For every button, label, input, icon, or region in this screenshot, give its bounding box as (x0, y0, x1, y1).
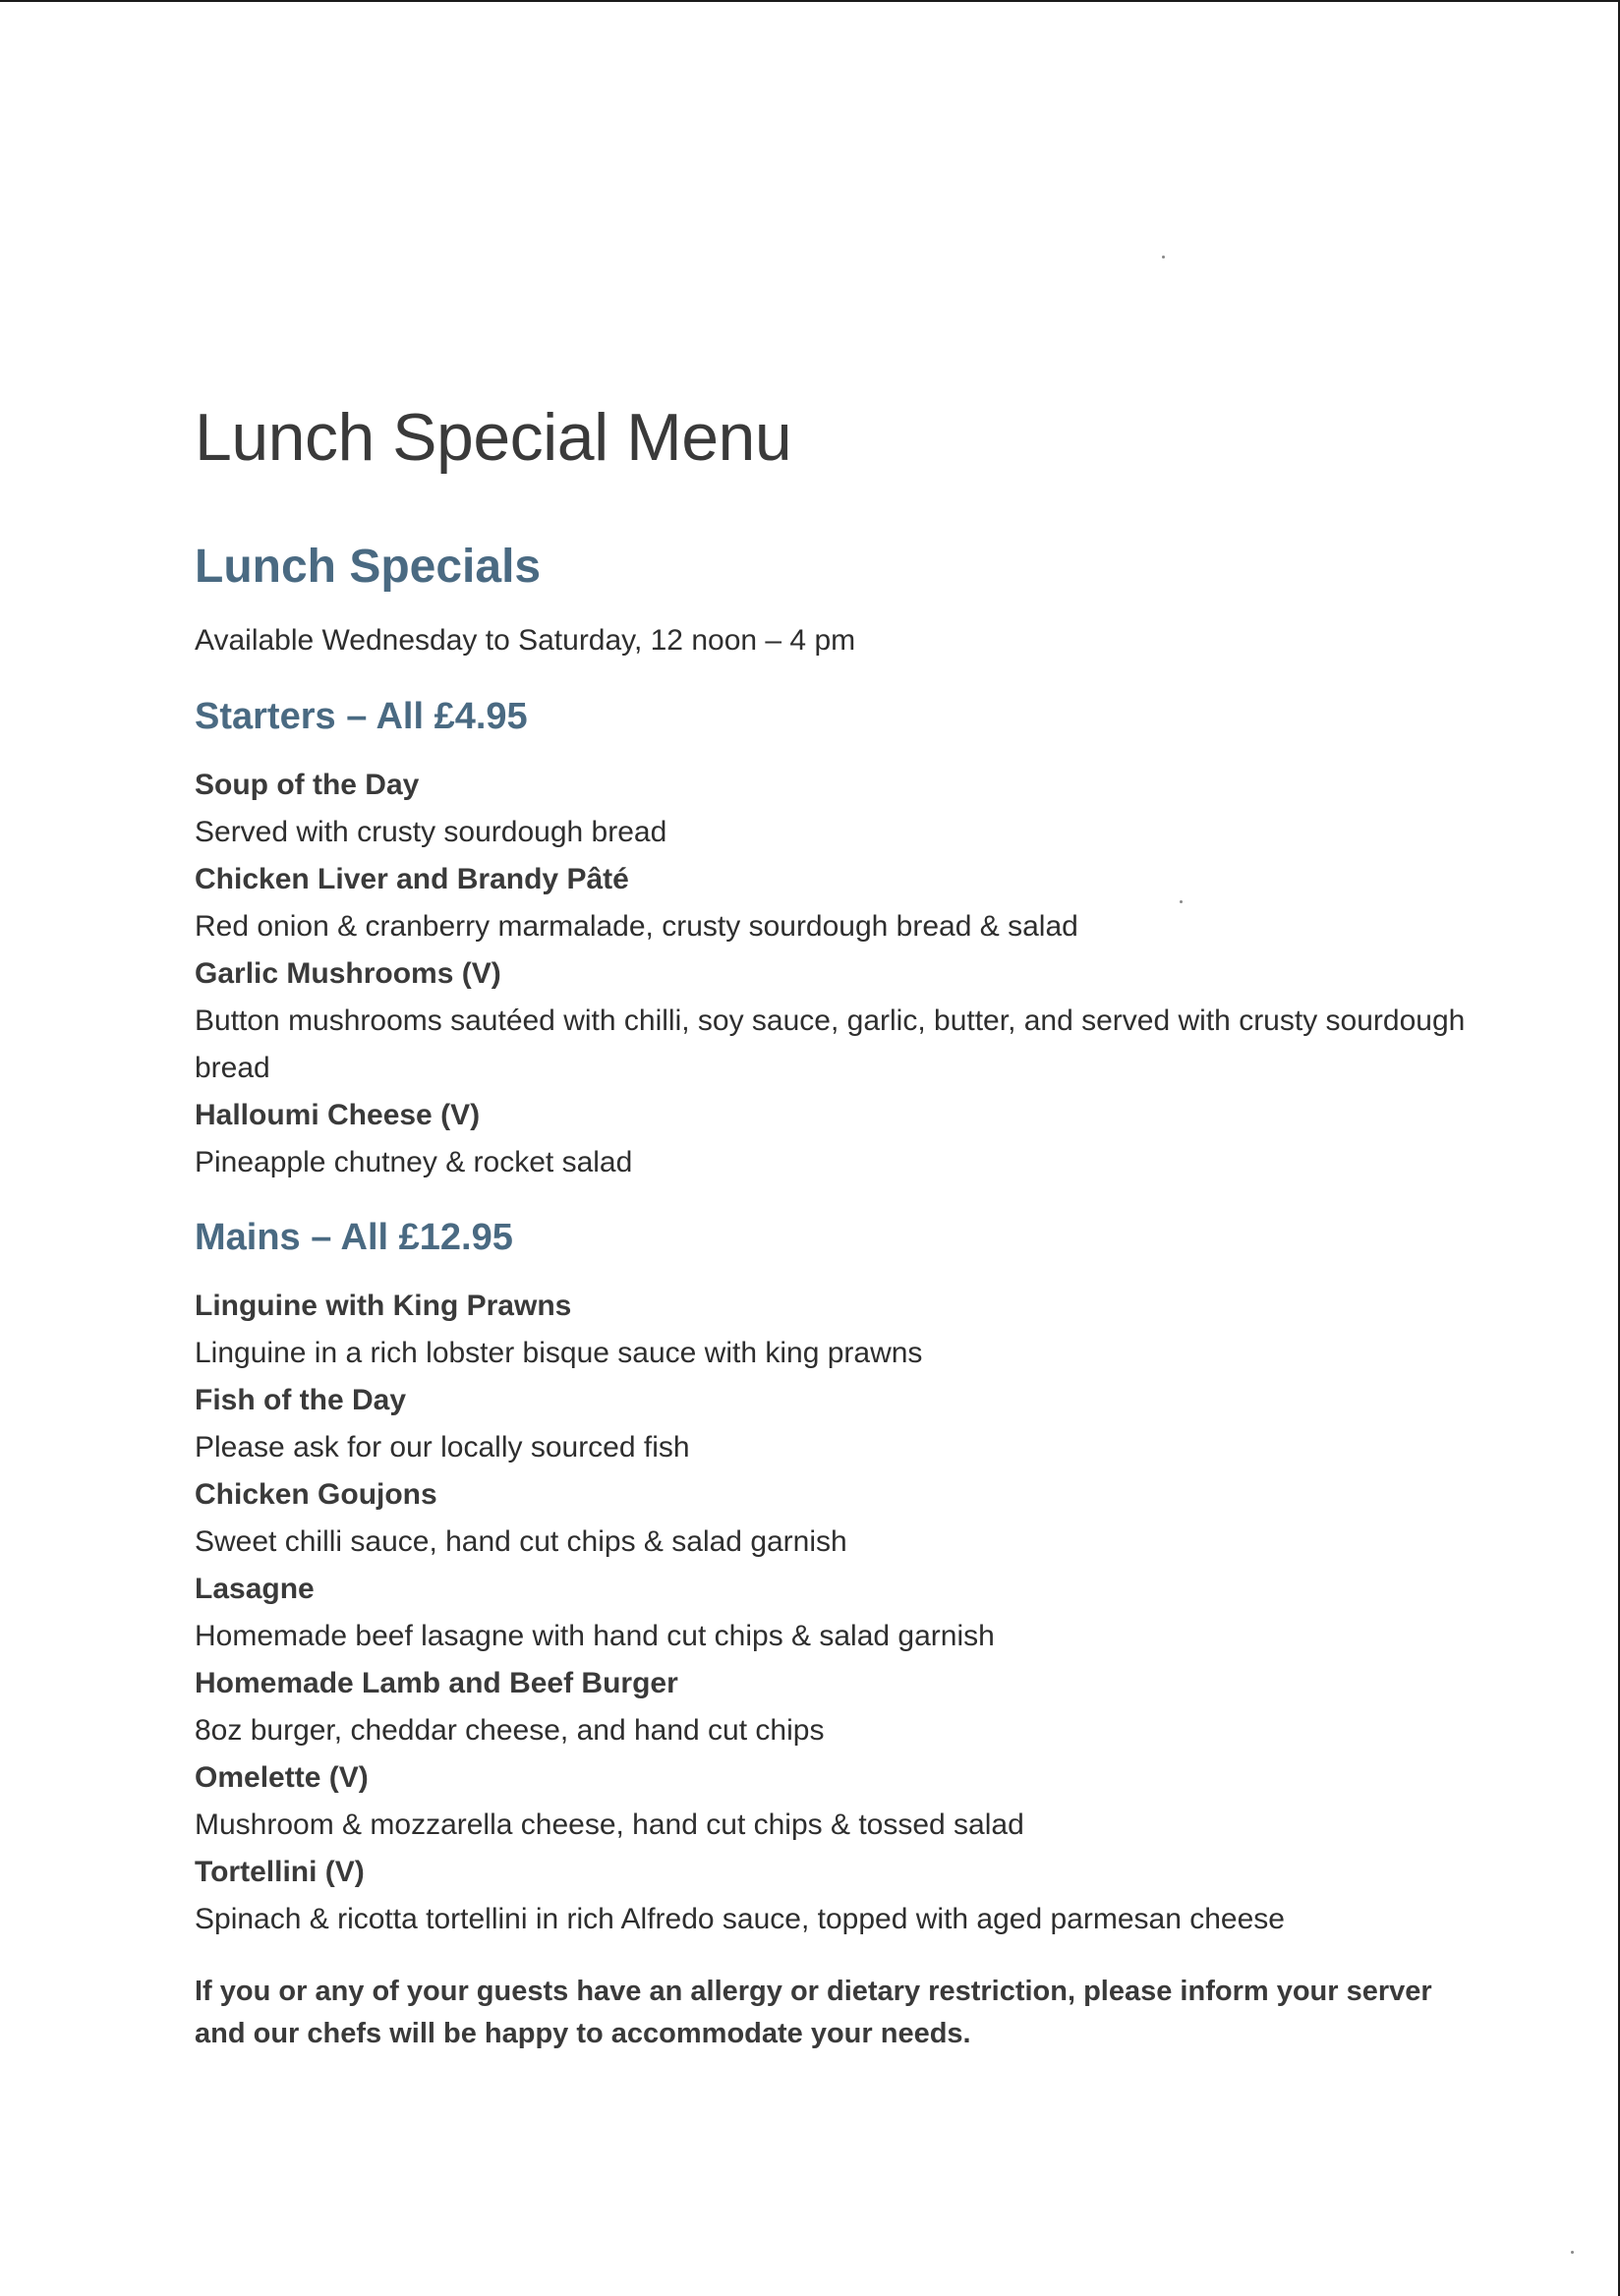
menu-item-name: Tortellini (V) (195, 1856, 365, 1888)
menu-item-description: Mushroom & mozzarella cheese, hand cut chips & tossed salad (195, 1808, 1024, 1841)
menu-item-description: Please ask for our locally sourced fish (195, 1431, 690, 1464)
menu-item-name: Omelette (V) (195, 1761, 369, 1794)
menu-item-name: Homemade Lamb and Beef Burger (195, 1667, 678, 1699)
scan-speck (1162, 256, 1165, 258)
menu-item-name: Halloumi Cheese (V) (195, 1099, 481, 1131)
menu-item-description: Pineapple chutney & rocket salad (195, 1146, 633, 1178)
menu-item-name: Lasagne (195, 1573, 315, 1605)
page-title: Lunch Special Menu (195, 400, 792, 475)
starters-list (195, 762, 1473, 1186)
menu-item-description: Served with crusty sourdough bread (195, 816, 667, 848)
menu-item-description: Sweet chilli sauce, hand cut chips & salad garnish (195, 1525, 847, 1558)
scan-speck (1571, 2251, 1574, 2254)
menu-item-name: Chicken Liver and Brandy Pâté (195, 863, 629, 895)
menu-item-name: Fish of the Day (195, 1384, 407, 1416)
menu-item-name: Garlic Mushrooms (V) (195, 957, 501, 990)
menu-item-name: Soup of the Day (195, 769, 420, 801)
mains-list (195, 1283, 1473, 1943)
availability-text: Available Wednesday to Saturday, 12 noon – 4 pm (195, 624, 856, 657)
starters-heading: Starters – All £4.95 (195, 696, 528, 737)
menu-item-description: 8oz burger, cheddar cheese, and hand cut chips (195, 1714, 825, 1747)
menu-subtitle: Lunch Specials (195, 541, 542, 593)
mains-heading: Mains – All £12.95 (195, 1217, 513, 1258)
page-border-top (0, 0, 1620, 2)
menu-content (195, 398, 1473, 2055)
menu-item-description: Homemade beef lasagne with hand cut chips & salad garnish (195, 1620, 995, 1652)
menu-item-description: Linguine in a rich lobster bisque sauce with king prawns (195, 1337, 923, 1369)
menu-item-description: Button mushrooms sautéed with chilli, soy sauce, garlic, butter, and served with crusty sourdough bread (195, 1004, 1466, 1084)
menu-item-description: Red onion & cranberry marmalade, crusty sourdough bread & salad (195, 910, 1078, 943)
menu-item-description: Spinach & ricotta tortellini in rich Alfredo sauce, topped with aged parmesan cheese (195, 1903, 1285, 1935)
menu-item-name: Chicken Goujons (195, 1478, 437, 1511)
menu-item-name: Linguine with King Prawns (195, 1290, 572, 1322)
allergy-note: If you or any of your guests have an allergy or dietary restriction, please inform your server and our chefs will be happy to accommodate your needs. (195, 1976, 1432, 2049)
